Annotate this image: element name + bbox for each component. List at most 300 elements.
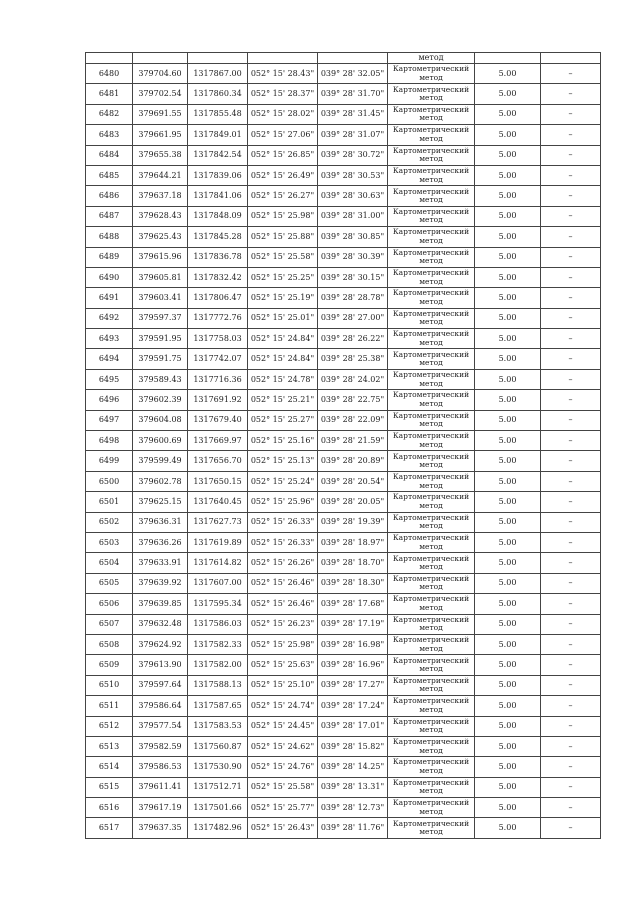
- table-row: [86, 736, 601, 756]
- table-row: [86, 247, 601, 267]
- table-row: [86, 716, 601, 736]
- accuracy-cell: 5.00: [475, 186, 541, 206]
- method-cell: Картометрический метод: [388, 165, 475, 185]
- accuracy-cell: 5.00: [475, 736, 541, 756]
- x-coordinate-cell: 379636.31: [133, 512, 188, 532]
- method-cell: Картометрический метод: [388, 818, 475, 838]
- table-row: [86, 227, 601, 247]
- accuracy-cell: 5.00: [475, 471, 541, 491]
- x-coordinate-cell: 379661.95: [133, 125, 188, 145]
- method-cell: Картометрический метод: [388, 349, 475, 369]
- longitude-cell: 039° 28' 21.59": [318, 431, 388, 451]
- accuracy-cell: 5.00: [475, 247, 541, 267]
- method-cell: Картометрический метод: [388, 227, 475, 247]
- method-cell: Картометрический метод: [388, 308, 475, 328]
- table-row: [86, 655, 601, 675]
- point-number-cell: 6515: [86, 777, 133, 797]
- y-coordinate-cell: 1317582.00: [188, 655, 248, 675]
- point-number-cell: 6510: [86, 675, 133, 695]
- y-coordinate-cell: 1317582.33: [188, 634, 248, 654]
- point-number-cell: 6512: [86, 716, 133, 736]
- note-cell: –: [541, 410, 601, 430]
- latitude-cell: 052° 15' 27.06": [248, 125, 318, 145]
- y-coordinate-cell: 1317482.96: [188, 818, 248, 838]
- note-cell: –: [541, 818, 601, 838]
- method-cell: Картометрический метод: [388, 696, 475, 716]
- point-number-cell: 6483: [86, 125, 133, 145]
- latitude-cell: 052° 15' 26.46": [248, 573, 318, 593]
- method-cell: Картометрический метод: [388, 369, 475, 389]
- longitude-cell: 039° 28' 20.54": [318, 471, 388, 491]
- point-number-cell: 6486: [86, 186, 133, 206]
- y-coordinate-cell: 1317742.07: [188, 349, 248, 369]
- x-coordinate-cell: 379586.53: [133, 757, 188, 777]
- latitude-cell: 052° 15' 25.25": [248, 267, 318, 287]
- x-coordinate-cell: 379611.41: [133, 777, 188, 797]
- point-number-cell: 6509: [86, 655, 133, 675]
- y-coordinate-cell: 1317832.42: [188, 267, 248, 287]
- point-number-cell: 6516: [86, 798, 133, 818]
- x-coordinate-cell: 379591.75: [133, 349, 188, 369]
- x-coordinate-cell: 379599.49: [133, 451, 188, 471]
- longitude-cell: 039° 28' 31.45": [318, 104, 388, 124]
- x-coordinate-cell: 379702.54: [133, 84, 188, 104]
- point-number-cell: 6491: [86, 288, 133, 308]
- y-coordinate-cell: 1317501.66: [188, 798, 248, 818]
- y-coordinate-cell: 1317842.54: [188, 145, 248, 165]
- point-number-cell: 6487: [86, 206, 133, 226]
- method-cell: Картометрический метод: [388, 145, 475, 165]
- table-row: [86, 104, 601, 124]
- y-coordinate-cell: 1317619.89: [188, 532, 248, 552]
- y-coordinate-cell: 1317848.09: [188, 206, 248, 226]
- y-coordinate-cell: 1317679.40: [188, 410, 248, 430]
- accuracy-cell: 5.00: [475, 492, 541, 512]
- latitude-cell: 052° 15' 28.02": [248, 104, 318, 124]
- latitude-cell: 052° 15' 25.01": [248, 308, 318, 328]
- latitude-cell: 052° 15' 25.77": [248, 798, 318, 818]
- point-number-cell: 6497: [86, 410, 133, 430]
- x-coordinate-cell: 379589.43: [133, 369, 188, 389]
- x-coordinate-cell: 379597.64: [133, 675, 188, 695]
- note-cell: –: [541, 716, 601, 736]
- point-number-cell: 6507: [86, 614, 133, 634]
- latitude-cell: 052° 15' 26.23": [248, 614, 318, 634]
- y-coordinate-cell: 1317627.73: [188, 512, 248, 532]
- table-row: [86, 798, 601, 818]
- longitude-cell: 039° 28' 11.76": [318, 818, 388, 838]
- method-cell: Картометрический метод: [388, 471, 475, 491]
- accuracy-cell: 5.00: [475, 64, 541, 84]
- y-coordinate-cell: 1317640.45: [188, 492, 248, 512]
- note-cell: –: [541, 451, 601, 471]
- note-cell: –: [541, 84, 601, 104]
- y-coordinate-cell: 1317839.06: [188, 165, 248, 185]
- longitude-cell: 039° 28' 24.02": [318, 369, 388, 389]
- note-cell: –: [541, 553, 601, 573]
- accuracy-cell: 5.00: [475, 696, 541, 716]
- longitude-cell: 039° 28' 25.38": [318, 349, 388, 369]
- accuracy-cell: 5.00: [475, 512, 541, 532]
- point-number-cell: 6492: [86, 308, 133, 328]
- point-number-cell: 6480: [86, 64, 133, 84]
- point-number-cell: 6503: [86, 532, 133, 552]
- cell-method-continued: метод: [388, 53, 475, 64]
- longitude-cell: 039° 28' 20.05": [318, 492, 388, 512]
- note-cell: –: [541, 594, 601, 614]
- accuracy-cell: 5.00: [475, 634, 541, 654]
- x-coordinate-cell: 379625.15: [133, 492, 188, 512]
- table-row: [86, 206, 601, 226]
- accuracy-cell: 5.00: [475, 532, 541, 552]
- note-cell: –: [541, 145, 601, 165]
- longitude-cell: 039° 28' 13.31": [318, 777, 388, 797]
- cell-blank: [86, 53, 133, 64]
- accuracy-cell: 5.00: [475, 308, 541, 328]
- accuracy-cell: 5.00: [475, 267, 541, 287]
- method-cell: Картометрический метод: [388, 777, 475, 797]
- note-cell: –: [541, 512, 601, 532]
- table-row: [86, 777, 601, 797]
- y-coordinate-cell: 1317587.65: [188, 696, 248, 716]
- y-coordinate-cell: 1317860.34: [188, 84, 248, 104]
- point-number-cell: 6493: [86, 329, 133, 349]
- longitude-cell: 039° 28' 30.72": [318, 145, 388, 165]
- x-coordinate-cell: 379644.21: [133, 165, 188, 185]
- longitude-cell: 039° 28' 31.07": [318, 125, 388, 145]
- accuracy-cell: 5.00: [475, 431, 541, 451]
- y-coordinate-cell: 1317691.92: [188, 390, 248, 410]
- table-row: [86, 369, 601, 389]
- x-coordinate-cell: 379639.85: [133, 594, 188, 614]
- method-cell: Картометрический метод: [388, 390, 475, 410]
- note-cell: –: [541, 532, 601, 552]
- x-coordinate-cell: 379633.91: [133, 553, 188, 573]
- y-coordinate-cell: 1317614.82: [188, 553, 248, 573]
- note-cell: –: [541, 288, 601, 308]
- accuracy-cell: 5.00: [475, 288, 541, 308]
- x-coordinate-cell: 379617.19: [133, 798, 188, 818]
- latitude-cell: 052° 15' 24.45": [248, 716, 318, 736]
- longitude-cell: 039° 28' 14.25": [318, 757, 388, 777]
- note-cell: –: [541, 165, 601, 185]
- longitude-cell: 039° 28' 30.53": [318, 165, 388, 185]
- x-coordinate-cell: 379604.08: [133, 410, 188, 430]
- point-number-cell: 6501: [86, 492, 133, 512]
- method-cell: Картометрический метод: [388, 757, 475, 777]
- point-number-cell: 6485: [86, 165, 133, 185]
- latitude-cell: 052° 15' 25.58": [248, 777, 318, 797]
- note-cell: –: [541, 757, 601, 777]
- point-number-cell: 6502: [86, 512, 133, 532]
- latitude-cell: 052° 15' 26.33": [248, 512, 318, 532]
- latitude-cell: 052° 15' 25.21": [248, 390, 318, 410]
- accuracy-cell: 5.00: [475, 798, 541, 818]
- cell-blank: [248, 53, 318, 64]
- point-number-cell: 6495: [86, 369, 133, 389]
- table-row: [86, 390, 601, 410]
- note-cell: –: [541, 390, 601, 410]
- y-coordinate-cell: 1317716.36: [188, 369, 248, 389]
- latitude-cell: 052° 15' 25.88": [248, 227, 318, 247]
- latitude-cell: 052° 15' 26.85": [248, 145, 318, 165]
- table-row: [86, 512, 601, 532]
- latitude-cell: 052° 15' 24.62": [248, 736, 318, 756]
- y-coordinate-cell: 1317583.53: [188, 716, 248, 736]
- longitude-cell: 039° 28' 20.89": [318, 451, 388, 471]
- point-number-cell: 6513: [86, 736, 133, 756]
- method-cell: Картометрический метод: [388, 532, 475, 552]
- x-coordinate-cell: 379637.35: [133, 818, 188, 838]
- table-row: [86, 349, 601, 369]
- y-coordinate-cell: 1317560.87: [188, 736, 248, 756]
- point-number-cell: 6494: [86, 349, 133, 369]
- note-cell: –: [541, 675, 601, 695]
- accuracy-cell: 5.00: [475, 206, 541, 226]
- longitude-cell: 039° 28' 31.00": [318, 206, 388, 226]
- x-coordinate-cell: 379636.26: [133, 532, 188, 552]
- note-cell: –: [541, 329, 601, 349]
- latitude-cell: 052° 15' 26.43": [248, 818, 318, 838]
- latitude-cell: 052° 15' 25.98": [248, 634, 318, 654]
- note-cell: –: [541, 227, 601, 247]
- y-coordinate-cell: 1317512.71: [188, 777, 248, 797]
- longitude-cell: 039° 28' 17.68": [318, 594, 388, 614]
- cell-blank: [541, 53, 601, 64]
- x-coordinate-cell: 379603.41: [133, 288, 188, 308]
- longitude-cell: 039° 28' 16.98": [318, 634, 388, 654]
- longitude-cell: 039° 28' 22.09": [318, 410, 388, 430]
- note-cell: –: [541, 634, 601, 654]
- x-coordinate-cell: 379704.60: [133, 64, 188, 84]
- y-coordinate-cell: 1317772.76: [188, 308, 248, 328]
- point-number-cell: 6505: [86, 573, 133, 593]
- latitude-cell: 052° 15' 26.49": [248, 165, 318, 185]
- x-coordinate-cell: 379586.64: [133, 696, 188, 716]
- table-row: [86, 451, 601, 471]
- longitude-cell: 039° 28' 16.96": [318, 655, 388, 675]
- point-number-cell: 6484: [86, 145, 133, 165]
- accuracy-cell: 5.00: [475, 227, 541, 247]
- table-row: [86, 410, 601, 430]
- note-cell: –: [541, 64, 601, 84]
- latitude-cell: 052° 15' 25.58": [248, 247, 318, 267]
- point-number-cell: 6500: [86, 471, 133, 491]
- accuracy-cell: 5.00: [475, 329, 541, 349]
- latitude-cell: 052° 15' 25.24": [248, 471, 318, 491]
- point-number-cell: 6517: [86, 818, 133, 838]
- accuracy-cell: 5.00: [475, 145, 541, 165]
- x-coordinate-cell: 379655.38: [133, 145, 188, 165]
- table-row: [86, 553, 601, 573]
- table-row: [86, 614, 601, 634]
- longitude-cell: 039° 28' 15.82": [318, 736, 388, 756]
- latitude-cell: 052° 15' 24.76": [248, 757, 318, 777]
- y-coordinate-cell: 1317586.03: [188, 614, 248, 634]
- accuracy-cell: 5.00: [475, 390, 541, 410]
- method-cell: Картометрический метод: [388, 675, 475, 695]
- table-row: [86, 818, 601, 838]
- accuracy-cell: 5.00: [475, 410, 541, 430]
- point-number-cell: 6490: [86, 267, 133, 287]
- latitude-cell: 052° 15' 24.74": [248, 696, 318, 716]
- y-coordinate-cell: 1317650.15: [188, 471, 248, 491]
- method-cell: Картометрический метод: [388, 206, 475, 226]
- method-cell: Картометрический метод: [388, 736, 475, 756]
- table-row: [86, 696, 601, 716]
- accuracy-cell: 5.00: [475, 104, 541, 124]
- note-cell: –: [541, 471, 601, 491]
- longitude-cell: 039° 28' 30.39": [318, 247, 388, 267]
- y-coordinate-cell: 1317836.78: [188, 247, 248, 267]
- longitude-cell: 039° 28' 32.05": [318, 64, 388, 84]
- latitude-cell: 052° 15' 24.84": [248, 349, 318, 369]
- latitude-cell: 052° 15' 24.84": [248, 329, 318, 349]
- method-cell: Картометрический метод: [388, 451, 475, 471]
- cell-blank: [133, 53, 188, 64]
- longitude-cell: 039° 28' 18.30": [318, 573, 388, 593]
- longitude-cell: 039° 28' 17.19": [318, 614, 388, 634]
- accuracy-cell: 5.00: [475, 125, 541, 145]
- latitude-cell: 052° 15' 28.43": [248, 64, 318, 84]
- y-coordinate-cell: 1317841.06: [188, 186, 248, 206]
- longitude-cell: 039° 28' 22.75": [318, 390, 388, 410]
- method-cell: Картометрический метод: [388, 634, 475, 654]
- longitude-cell: 039° 28' 17.24": [318, 696, 388, 716]
- point-number-cell: 6496: [86, 390, 133, 410]
- accuracy-cell: 5.00: [475, 614, 541, 634]
- table-row-continued: [86, 53, 601, 64]
- method-cell: Картометрический метод: [388, 431, 475, 451]
- note-cell: –: [541, 206, 601, 226]
- y-coordinate-cell: 1317607.00: [188, 573, 248, 593]
- method-cell: Картометрический метод: [388, 288, 475, 308]
- latitude-cell: 052° 15' 26.33": [248, 532, 318, 552]
- latitude-cell: 052° 15' 25.19": [248, 288, 318, 308]
- x-coordinate-cell: 379613.90: [133, 655, 188, 675]
- note-cell: –: [541, 186, 601, 206]
- note-cell: –: [541, 369, 601, 389]
- method-cell: Картометрический метод: [388, 798, 475, 818]
- note-cell: –: [541, 349, 601, 369]
- table-row: [86, 757, 601, 777]
- x-coordinate-cell: 379597.37: [133, 308, 188, 328]
- table-row: [86, 165, 601, 185]
- note-cell: –: [541, 267, 601, 287]
- table-row: [86, 84, 601, 104]
- longitude-cell: 039° 28' 26.22": [318, 329, 388, 349]
- table-row: [86, 492, 601, 512]
- longitude-cell: 039° 28' 28.78": [318, 288, 388, 308]
- note-cell: –: [541, 655, 601, 675]
- y-coordinate-cell: 1317758.03: [188, 329, 248, 349]
- accuracy-cell: 5.00: [475, 165, 541, 185]
- table-row: [86, 594, 601, 614]
- method-cell: Картометрический метод: [388, 84, 475, 104]
- method-cell: Картометрический метод: [388, 247, 475, 267]
- x-coordinate-cell: 379602.78: [133, 471, 188, 491]
- accuracy-cell: 5.00: [475, 655, 541, 675]
- x-coordinate-cell: 379605.81: [133, 267, 188, 287]
- note-cell: –: [541, 104, 601, 124]
- cell-blank: [318, 53, 388, 64]
- latitude-cell: 052° 15' 25.16": [248, 431, 318, 451]
- accuracy-cell: 5.00: [475, 675, 541, 695]
- table-body: [86, 53, 601, 839]
- x-coordinate-cell: 379582.59: [133, 736, 188, 756]
- longitude-cell: 039° 28' 19.39": [318, 512, 388, 532]
- x-coordinate-cell: 379624.92: [133, 634, 188, 654]
- longitude-cell: 039° 28' 30.85": [318, 227, 388, 247]
- table-row: [86, 288, 601, 308]
- table-row: [86, 64, 601, 84]
- table-row: [86, 125, 601, 145]
- x-coordinate-cell: 379600.69: [133, 431, 188, 451]
- y-coordinate-cell: 1317867.00: [188, 64, 248, 84]
- latitude-cell: 052° 15' 25.10": [248, 675, 318, 695]
- y-coordinate-cell: 1317849.01: [188, 125, 248, 145]
- table-row: [86, 145, 601, 165]
- accuracy-cell: 5.00: [475, 451, 541, 471]
- x-coordinate-cell: 379615.96: [133, 247, 188, 267]
- point-number-cell: 6504: [86, 553, 133, 573]
- accuracy-cell: 5.00: [475, 818, 541, 838]
- latitude-cell: 052° 15' 26.46": [248, 594, 318, 614]
- point-number-cell: 6498: [86, 431, 133, 451]
- latitude-cell: 052° 15' 26.27": [248, 186, 318, 206]
- table-row: [86, 186, 601, 206]
- latitude-cell: 052° 15' 26.26": [248, 553, 318, 573]
- method-cell: Картометрический метод: [388, 125, 475, 145]
- method-cell: Картометрический метод: [388, 512, 475, 532]
- accuracy-cell: 5.00: [475, 757, 541, 777]
- table-row: [86, 329, 601, 349]
- method-cell: Картометрический метод: [388, 716, 475, 736]
- note-cell: –: [541, 696, 601, 716]
- note-cell: –: [541, 798, 601, 818]
- table-row: [86, 573, 601, 593]
- point-number-cell: 6506: [86, 594, 133, 614]
- method-cell: Картометрический метод: [388, 64, 475, 84]
- accuracy-cell: 5.00: [475, 594, 541, 614]
- note-cell: –: [541, 431, 601, 451]
- note-cell: –: [541, 125, 601, 145]
- method-cell: Картометрический метод: [388, 492, 475, 512]
- x-coordinate-cell: 379625.43: [133, 227, 188, 247]
- y-coordinate-cell: 1317845.28: [188, 227, 248, 247]
- x-coordinate-cell: 379628.43: [133, 206, 188, 226]
- point-number-cell: 6482: [86, 104, 133, 124]
- longitude-cell: 039° 28' 17.27": [318, 675, 388, 695]
- method-cell: Картометрический метод: [388, 655, 475, 675]
- table-row: [86, 471, 601, 491]
- method-cell: Картометрический метод: [388, 267, 475, 287]
- accuracy-cell: 5.00: [475, 349, 541, 369]
- method-cell: Картометрический метод: [388, 186, 475, 206]
- method-cell: Картометрический метод: [388, 594, 475, 614]
- note-cell: –: [541, 777, 601, 797]
- y-coordinate-cell: 1317855.48: [188, 104, 248, 124]
- point-number-cell: 6508: [86, 634, 133, 654]
- accuracy-cell: 5.00: [475, 716, 541, 736]
- method-cell: Картометрический метод: [388, 614, 475, 634]
- longitude-cell: 039° 28' 27.00": [318, 308, 388, 328]
- latitude-cell: 052° 15' 28.37": [248, 84, 318, 104]
- point-number-cell: 6511: [86, 696, 133, 716]
- table-row: [86, 267, 601, 287]
- y-coordinate-cell: 1317806.47: [188, 288, 248, 308]
- latitude-cell: 052° 15' 25.63": [248, 655, 318, 675]
